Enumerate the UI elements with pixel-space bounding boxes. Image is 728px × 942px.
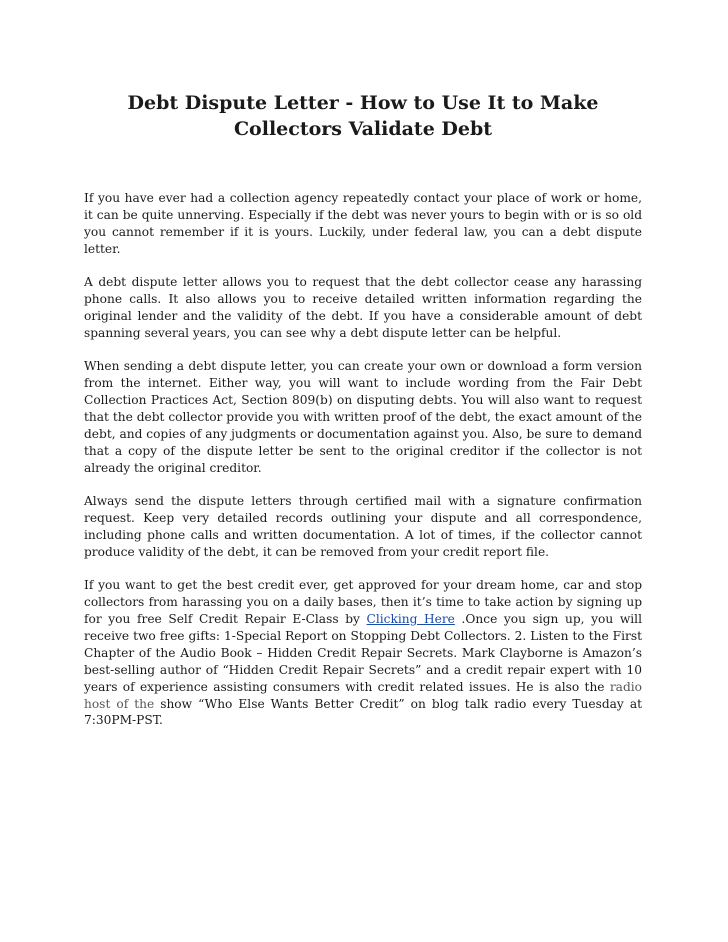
clicking-here-link[interactable]: Clicking Here	[366, 612, 455, 627]
cta-text-after-link: .Once you sign up, you will receive two free gifts: 1-Special Report on Stopping Debt Collectors. 2. Listen to the First Chapter of the Audio Book – Hidden Credit Repair Secrets. Mark Clayborne is Amazon’s best-selling author of “Hidden Credit Repair Secrets” and a credit repair expert with 10 years of experience assisting consumers with credit related issues. He is also the	[84, 612, 642, 694]
paragraph-how-to-send: When sending a debt dispute letter, you can create your own or download a form version from the internet. Either way, you will want to include wording from the Fair Debt Collection Practices Act, Section 809(b) on disputing debts. You will also want to request that the debt collector provide you with written proof of the debt, the exact amount of the debt, and copies of any judgments or documentation against you. Also, be sure to demand that a copy of the dispute letter be sent to the original creditor if the collector is not already the original creditor.	[84, 359, 642, 475]
paragraph-certified-mail: Always send the dispute letters through certified mail with a signature confirmation request. Keep very detailed records outlining your dispute and all correspondence, including phone calls and written documentation. A lot of times, if the collector cannot produce validity of the debt, it can be removed from your credit report file.	[84, 494, 642, 559]
paragraph-intro: If you have ever had a collection agency repeatedly contact your place of work or home, it can be quite unnerving. Especially if the debt was never yours to begin with or is so old you cannot remember if it is yours. Luckily, under federal law, you can a debt dispute letter.	[84, 191, 642, 256]
cta-muted-text: radio host of the	[84, 679, 642, 711]
paragraph-call-to-action	[84, 577, 642, 729]
paragraph-what-it-does: A debt dispute letter allows you to request that the debt collector cease any harassing phone calls. It also allows you to receive detailed written information regarding the original lender and the validity of the debt. If you have a considerable amount of debt spanning several years, you can see why a debt dispute letter can be helpful.	[84, 275, 642, 340]
title-line-2: Collectors Validate Debt	[233, 118, 493, 140]
document-body	[84, 190, 642, 746]
cta-text-before-link: If you want to get the best credit ever, get approved for your dream home, car and stop collectors from harassing you on a daily bases, then it’s time to take action by signing up for you free Self Credit Repair E-Class by	[84, 578, 642, 627]
title-line-1: Debt Dispute Letter - How to Use It to Make	[127, 92, 599, 114]
cta-text-end: show “Who Else Wants Better Credit” on blog talk radio every Tuesday at 7:30PM-PST.	[84, 696, 642, 728]
document-title	[84, 90, 642, 142]
